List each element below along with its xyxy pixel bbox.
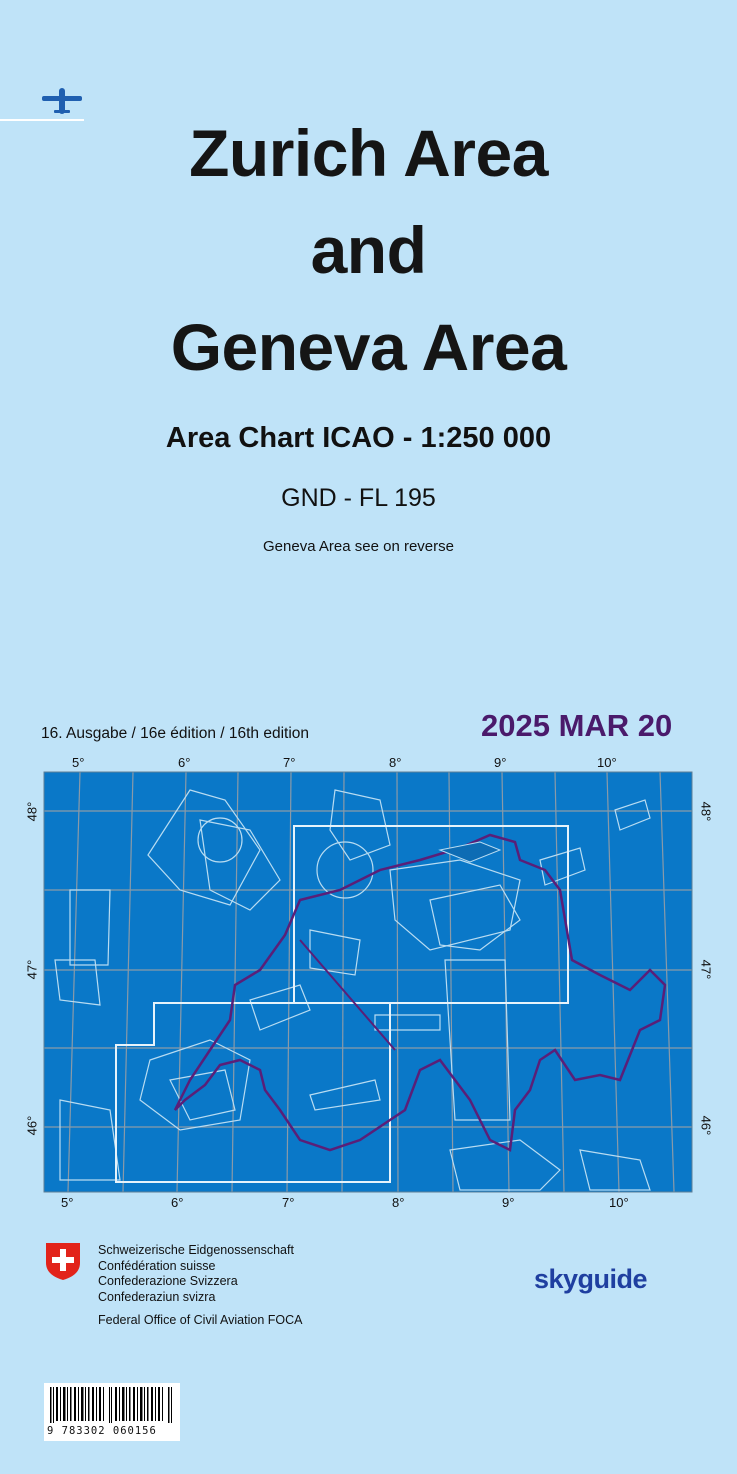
lon-top-5: 5° [72, 755, 85, 770]
chart-subtitle: Area Chart ICAO - 1:250 000 [165, 422, 552, 454]
confederation-de: Schweizerische Eidgenossenschaft [98, 1243, 294, 1257]
confederation-names [98, 1243, 294, 1305]
lon-top-9: 9° [494, 755, 507, 770]
lat-right-48: 48° [698, 801, 714, 822]
lon-top-6: 6° [178, 755, 191, 770]
map-area [44, 772, 692, 1192]
lon-top-10: 10° [597, 755, 617, 770]
lon-top-7: 7° [283, 755, 296, 770]
title-line-3: Geneva Area [170, 310, 567, 384]
lat-right-46: 46° [698, 1115, 714, 1136]
lon-bottom-8: 8° [392, 1195, 405, 1210]
lat-right-47: 47° [698, 959, 714, 980]
swiss-cross-icon [44, 1241, 82, 1281]
lon-bottom-6: 6° [171, 1195, 184, 1210]
barcode-bars [44, 1383, 180, 1423]
title-line-1: Zurich Area [189, 116, 548, 190]
confederation-fr: Confédération suisse [98, 1258, 216, 1273]
lat-left-46: 46° [24, 1115, 40, 1136]
lon-top-8: 8° [389, 755, 402, 770]
lon-bottom-10: 10° [609, 1195, 629, 1210]
edition-label: 16. Ausgabe / 16e édition / 16th edition [41, 725, 310, 742]
confederation-rm: Confederaziun svizra [98, 1289, 216, 1304]
barcode-number: 9 783302 060156 [47, 1425, 157, 1437]
title-line-2: and [310, 213, 427, 287]
foca-label: Federal Office of Civil Aviation FOCA [98, 1313, 303, 1327]
lon-bottom-5: 5° [61, 1195, 74, 1210]
lon-bottom-9: 9° [502, 1195, 515, 1210]
reverse-note: Geneva Area see on reverse [263, 538, 454, 555]
lon-bottom-7: 7° [282, 1195, 295, 1210]
lat-left-47: 47° [24, 959, 40, 980]
edition-date: 2025 MAR 20 [481, 708, 673, 743]
lat-left-48: 48° [24, 801, 40, 822]
confederation-it: Confederazione Svizzera [98, 1274, 238, 1289]
altitude-range: GND - FL 195 [281, 484, 436, 512]
skyguide-logo: skyguide [534, 1264, 648, 1294]
